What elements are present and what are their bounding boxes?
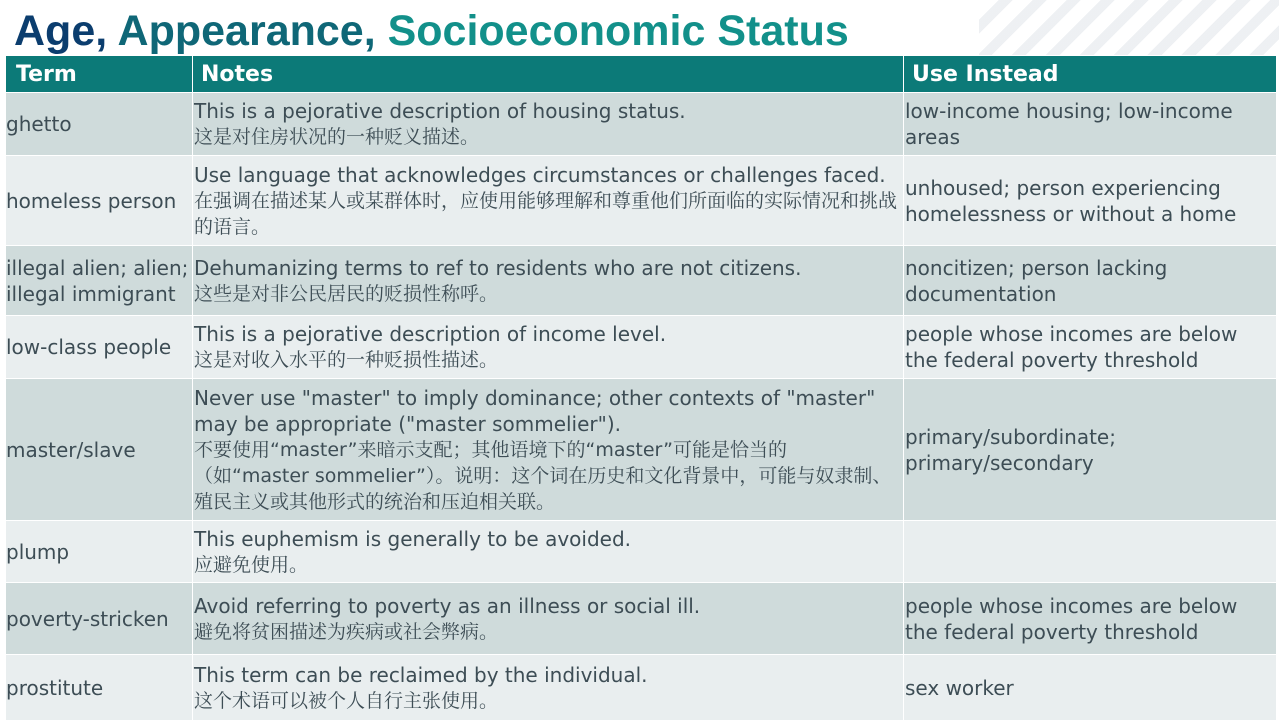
use-instead-text: noncitizen; person lacking documentation <box>905 255 1168 306</box>
table-row <box>6 521 1277 583</box>
column-header-notes: Notes <box>193 56 904 93</box>
use-instead-cell <box>904 316 1277 379</box>
term-cell <box>6 583 193 655</box>
term-text: master/slave <box>6 437 136 462</box>
notes-chinese: 这个术语可以被个人自行主张使用。 <box>194 689 499 712</box>
term-cell <box>6 246 193 316</box>
term-text: illegal alien; alien; <box>6 255 189 280</box>
notes-english: This euphemism is generally to be avoided. <box>194 526 632 551</box>
column-header-term: Term <box>6 56 193 93</box>
term-cell <box>6 93 193 156</box>
term-text: homeless person <box>6 188 177 213</box>
title-part-socioeconomic: Socioeconomic Status <box>387 7 849 55</box>
use-instead-cell <box>904 583 1277 655</box>
term-text-continued: illegal immigrant <box>6 281 176 306</box>
table-row <box>6 655 1277 721</box>
term-cell <box>6 316 193 379</box>
table-row <box>6 246 1277 316</box>
notes-cell <box>193 93 904 156</box>
header-decoration <box>979 0 1279 55</box>
notes-english: This is a pejorative description of housing status. <box>194 99 686 123</box>
notes-cell <box>193 379 904 521</box>
notes-chinese: 这是对收入水平的一种贬损性描述。 <box>194 349 499 371</box>
term-cell <box>6 521 193 583</box>
use-instead-cell <box>904 521 1277 583</box>
term-cell <box>6 379 193 521</box>
term-cell <box>6 655 193 721</box>
notes-cell <box>193 246 904 316</box>
use-instead-text: people whose incomes are below the federal poverty threshold <box>905 593 1238 644</box>
term-text: ghetto <box>6 112 72 136</box>
header-row <box>6 56 1277 93</box>
term-text: poverty-stricken <box>6 606 169 631</box>
table-row <box>6 93 1277 156</box>
notes-cell <box>193 655 904 721</box>
notes-cell <box>193 156 904 246</box>
page-title <box>14 4 849 58</box>
use-instead-cell <box>904 93 1277 156</box>
table-row <box>6 316 1277 379</box>
use-instead-cell <box>904 655 1277 721</box>
notes-english: This term can be reclaimed by the individual. <box>194 662 648 687</box>
notes-cell <box>193 583 904 655</box>
notes-chinese: 应避免使用。 <box>194 553 309 576</box>
notes-english: Use language that acknowledges circumstances or challenges faced. <box>194 162 886 187</box>
term-text: low-class people <box>6 335 172 359</box>
table-row <box>6 379 1277 521</box>
use-instead-text: low-income housing; low-income areas <box>905 99 1233 149</box>
use-instead-text: sex worker <box>905 675 1014 700</box>
notes-chinese: 这些是对非公民居民的贬损性称呼。 <box>194 282 499 305</box>
notes-cell <box>193 521 904 583</box>
term-text: plump <box>6 539 70 564</box>
use-instead-cell <box>904 379 1277 521</box>
notes-chinese: 这是对住房状况的一种贬义描述。 <box>194 126 480 148</box>
title-part-appearance: Appearance, <box>117 7 388 55</box>
notes-chinese: 避免将贫困描述为疾病或社会弊病。 <box>194 620 499 643</box>
notes-chinese: 不要使用“master”来暗示支配；其他语境下的“master”可能是恰当的（如“master sommelier”）。说明：这个词在历史和文化背景中，可能与奴隶制、殖民主义或其他形式的统治和压迫相关联。 <box>194 438 892 513</box>
notes-english: Never use "master" to imply dominance; other contexts of "master" may be appropriate ("master sommelier"). <box>194 385 876 436</box>
term-cell <box>6 156 193 246</box>
title-part-age: Age, <box>14 7 118 55</box>
notes-english: Avoid referring to poverty as an illness or social ill. <box>194 593 701 618</box>
use-instead-text: people whose incomes are below the federal poverty threshold <box>905 322 1238 372</box>
notes-english: Dehumanizing terms to ref to residents who are not citizens. <box>194 255 802 280</box>
use-instead-cell <box>904 246 1277 316</box>
notes-cell <box>193 316 904 379</box>
term-text: prostitute <box>6 675 104 700</box>
column-header-use-instead: Use Instead <box>904 56 1277 93</box>
use-instead-text: primary/subordinate; primary/secondary <box>905 424 1116 475</box>
table-row <box>6 583 1277 655</box>
table-row <box>6 156 1277 246</box>
notes-english: This is a pejorative description of income level. <box>194 322 667 346</box>
notes-chinese: 在强调在描述某人或某群体时，应使用能够理解和尊重他们所面临的实际情况和挑战的语言。 <box>194 189 898 238</box>
use-instead-text: unhoused; person experiencing homelessness or without a home <box>905 175 1237 226</box>
use-instead-cell <box>904 156 1277 246</box>
terms-table <box>5 55 1277 721</box>
